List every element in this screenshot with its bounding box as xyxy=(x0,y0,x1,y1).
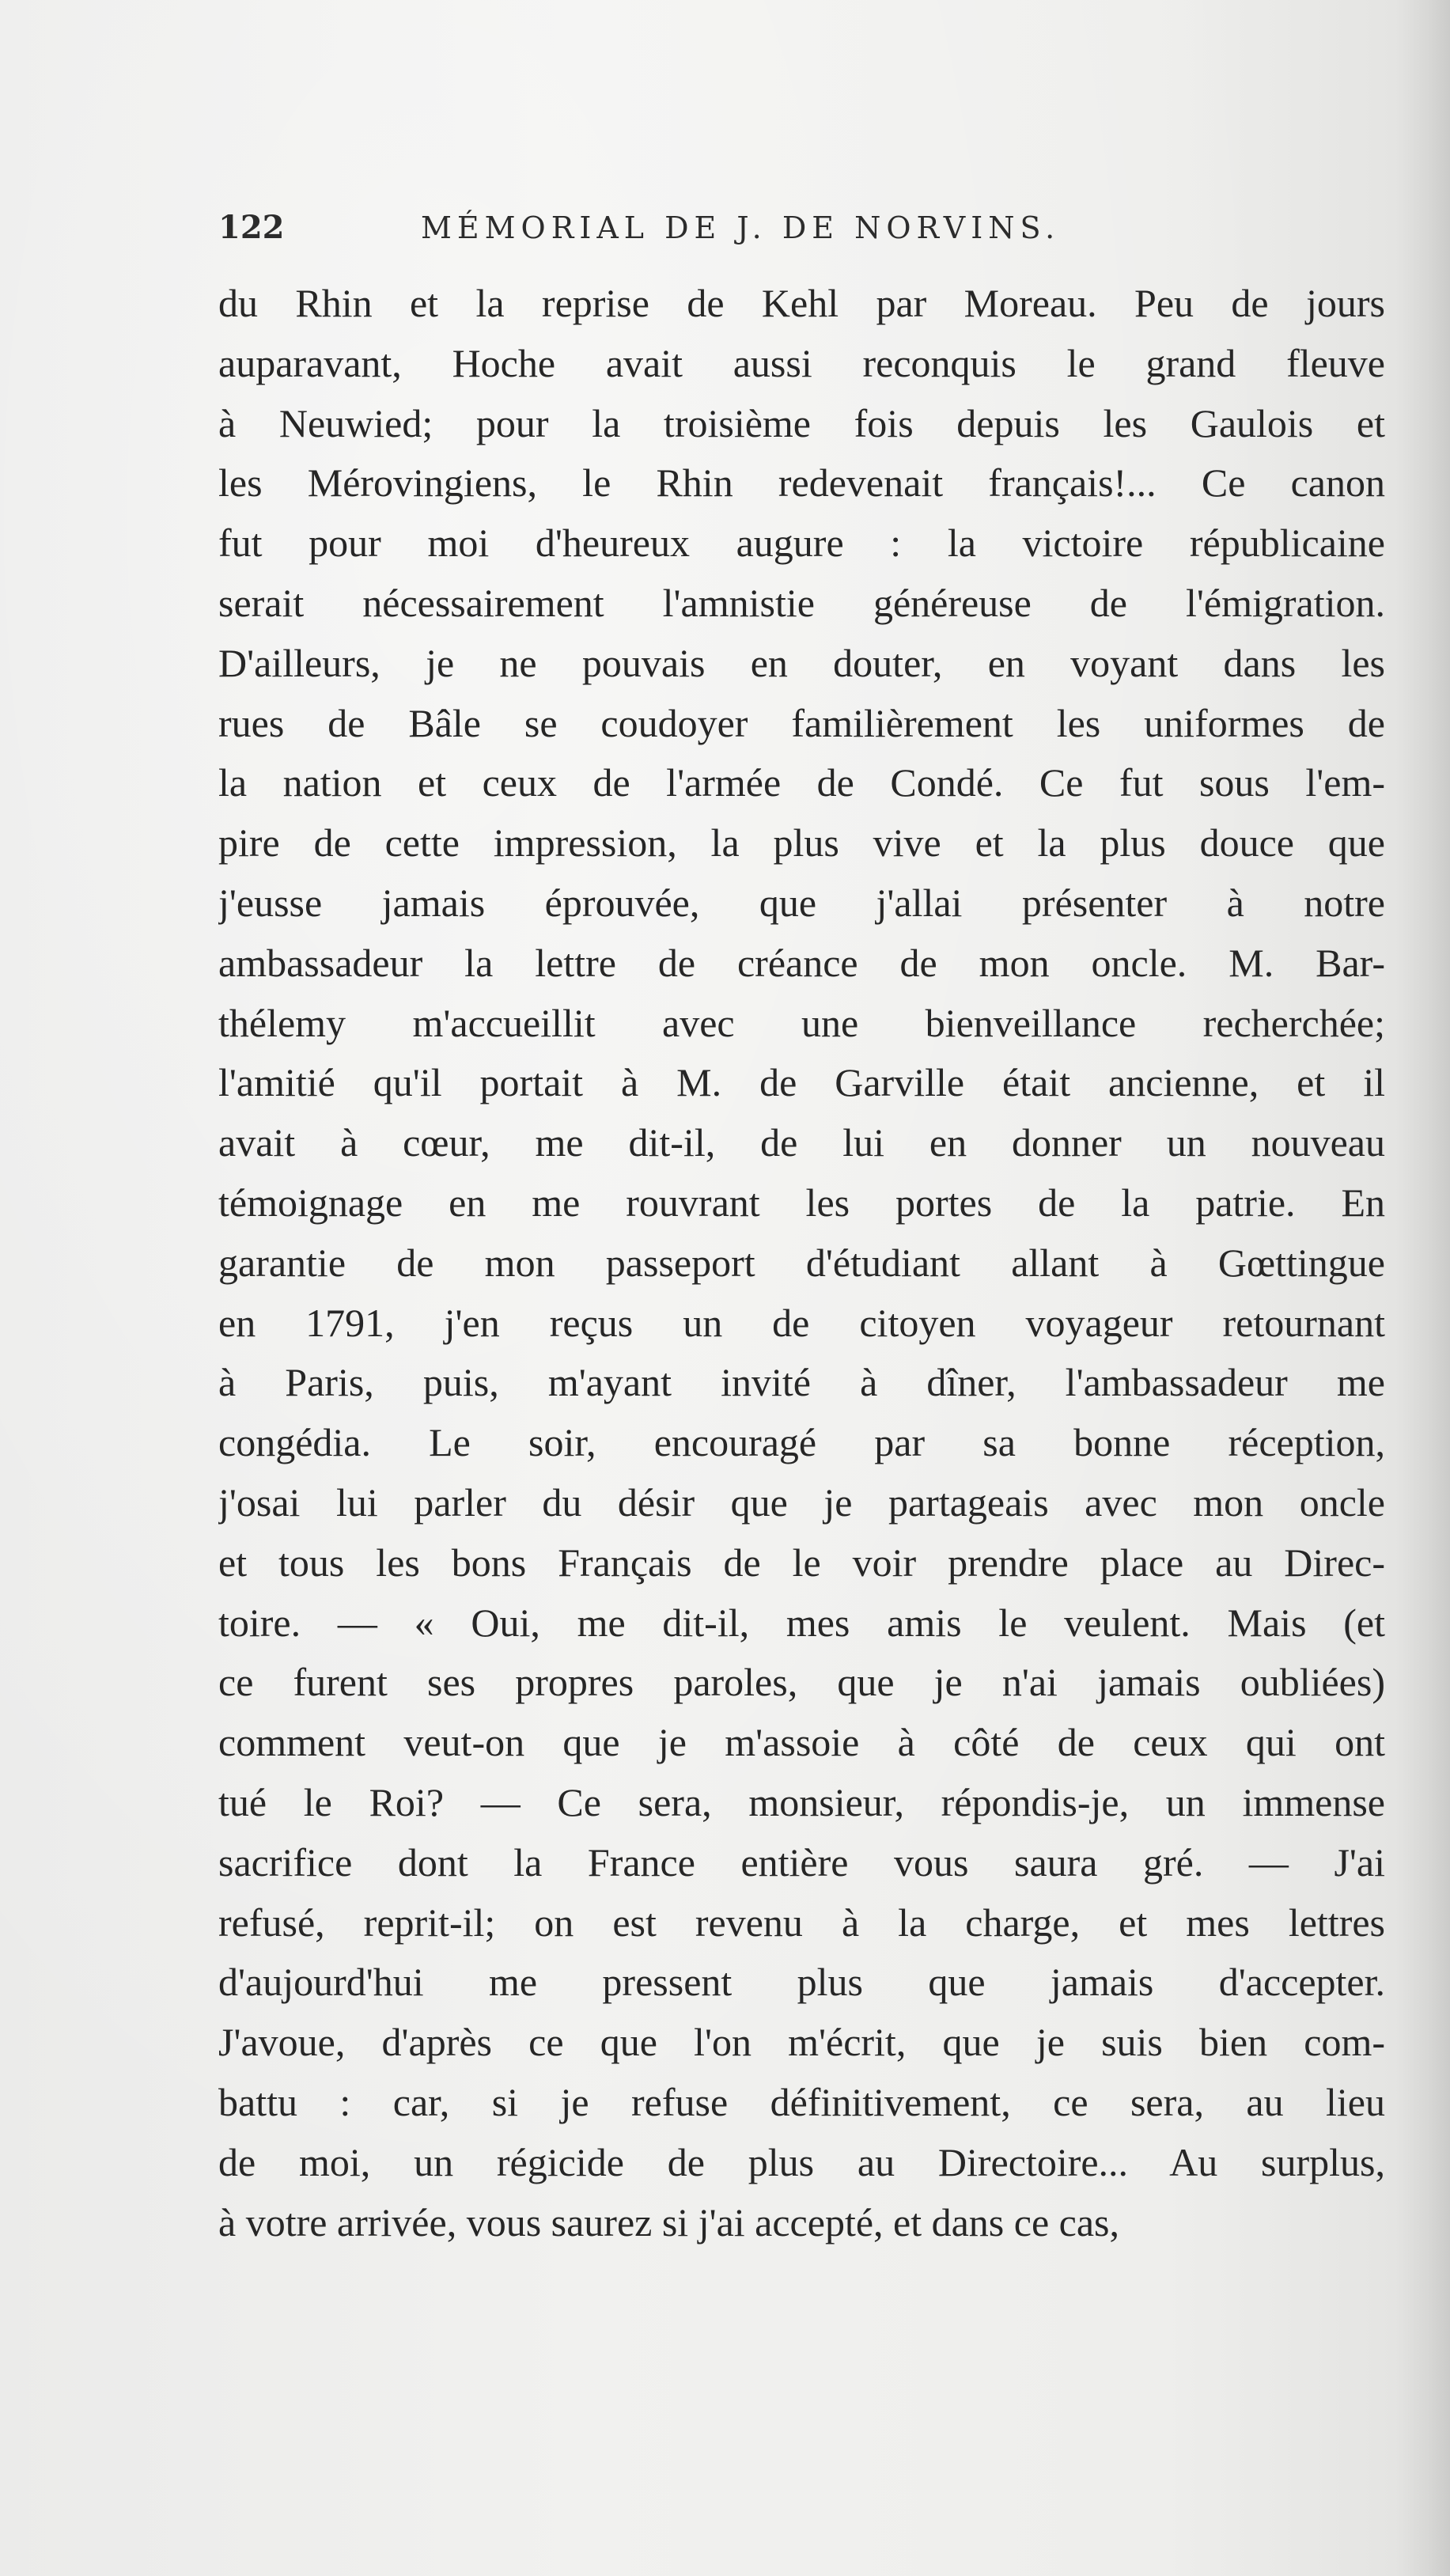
text-line: du Rhin et la reprise de Kehl par Moreau. Peu de jours xyxy=(218,281,1385,325)
text-line: J'avoue, d'après ce que l'on m'écrit, que je suis bien com- xyxy=(218,2020,1385,2065)
text-line: à Neuwied; pour la troisième fois depuis les Gaulois et xyxy=(218,400,1385,445)
text-line: ce furent ses propres paroles, que je n'ai jamais oubliées) xyxy=(218,1660,1385,1705)
text-line: d'aujourd'hui me pressent plus que jamais d'accepter. xyxy=(218,1960,1385,2005)
text-line: refusé, reprit-il; on est revenu à la charge, et mes lettres xyxy=(218,1900,1385,1945)
text-line: comment veut-on que je m'assoie à côté de ceux qui ont xyxy=(218,1720,1385,1765)
text-line: la nation et ceux de l'armée de Condé. Ce fut sous l'em- xyxy=(218,760,1385,805)
text-line: et tous les bons Français de le voir prendre place au Direc- xyxy=(218,1540,1385,1585)
text-line: j'eusse jamais éprouvée, que j'allai présenter à notre xyxy=(218,880,1385,925)
text-line: rues de Bâle se coudoyer familièrement les uniformes de xyxy=(218,700,1385,745)
text-line: battu : car, si je refuse définitivement, ce sera, au lieu xyxy=(218,2079,1385,2124)
body-text xyxy=(218,274,1385,2252)
text-line: j'osai lui parler du désir que je partageais avec mon oncle xyxy=(218,1479,1385,1525)
text-line: toire. — « Oui, me dit-il, mes amis le veulent. Mais (et xyxy=(218,1600,1385,1645)
page-edge-shadow xyxy=(1395,0,1450,2576)
text-line: en 1791, j'en reçus un de citoyen voyageur retournant xyxy=(218,1300,1385,1345)
text-line: à Paris, puis, m'ayant invité à dîner, l'ambassadeur me xyxy=(218,1360,1385,1405)
text-line: témoignage en me rouvrant les portes de la patrie. En xyxy=(218,1180,1385,1225)
text-line: tué le Roi? — Ce sera, monsieur, répondis-je, un immense xyxy=(218,1779,1385,1824)
text-line: ambassadeur la lettre de créance de mon oncle. M. Bar- xyxy=(218,940,1385,985)
text-line: à votre arrivée, vous saurez si j'ai accepté, et dans ce cas, xyxy=(218,2199,1119,2245)
text-line: avait à cœur, me dit-il, de lui en donner un nouveau xyxy=(218,1120,1385,1165)
text-line: de moi, un régicide de plus au Directoire... Au surplus, xyxy=(218,2139,1385,2184)
text-line: garantie de mon passeport d'étudiant allant à Gœttingue xyxy=(218,1240,1385,1285)
text-line: congédia. Le soir, encouragé par sa bonne réception, xyxy=(218,1420,1385,1465)
text-line: fut pour moi d'heureux augure : la victoire républicaine xyxy=(218,521,1385,566)
text-line: D'ailleurs, je ne pouvais en douter, en voyant dans les xyxy=(218,640,1385,685)
text-line: thélemy m'accueillit avec une bienveillance recherchée; xyxy=(218,1000,1385,1045)
running-title: MÉMORIAL DE J. DE NORVINS. xyxy=(421,210,1061,245)
text-line: serait nécessairement l'amnistie généreuse de l'émigration. xyxy=(218,580,1385,625)
text-line: l'amitié qu'il portait à M. de Garville était ancienne, et il xyxy=(218,1060,1385,1105)
page-number: 122 xyxy=(218,209,285,246)
text-line: auparavant, Hoche avait aussi reconquis le grand fleuve xyxy=(218,340,1385,385)
text-line: sacrifice dont la France entière vous saura gré. — J'ai xyxy=(218,1839,1385,1885)
text-line: pire de cette impression, la plus vive et la plus douce que xyxy=(218,820,1385,866)
text-line: les Mérovingiens, le Rhin redevenait français!... Ce canon xyxy=(218,460,1385,506)
page-header xyxy=(218,204,1381,252)
